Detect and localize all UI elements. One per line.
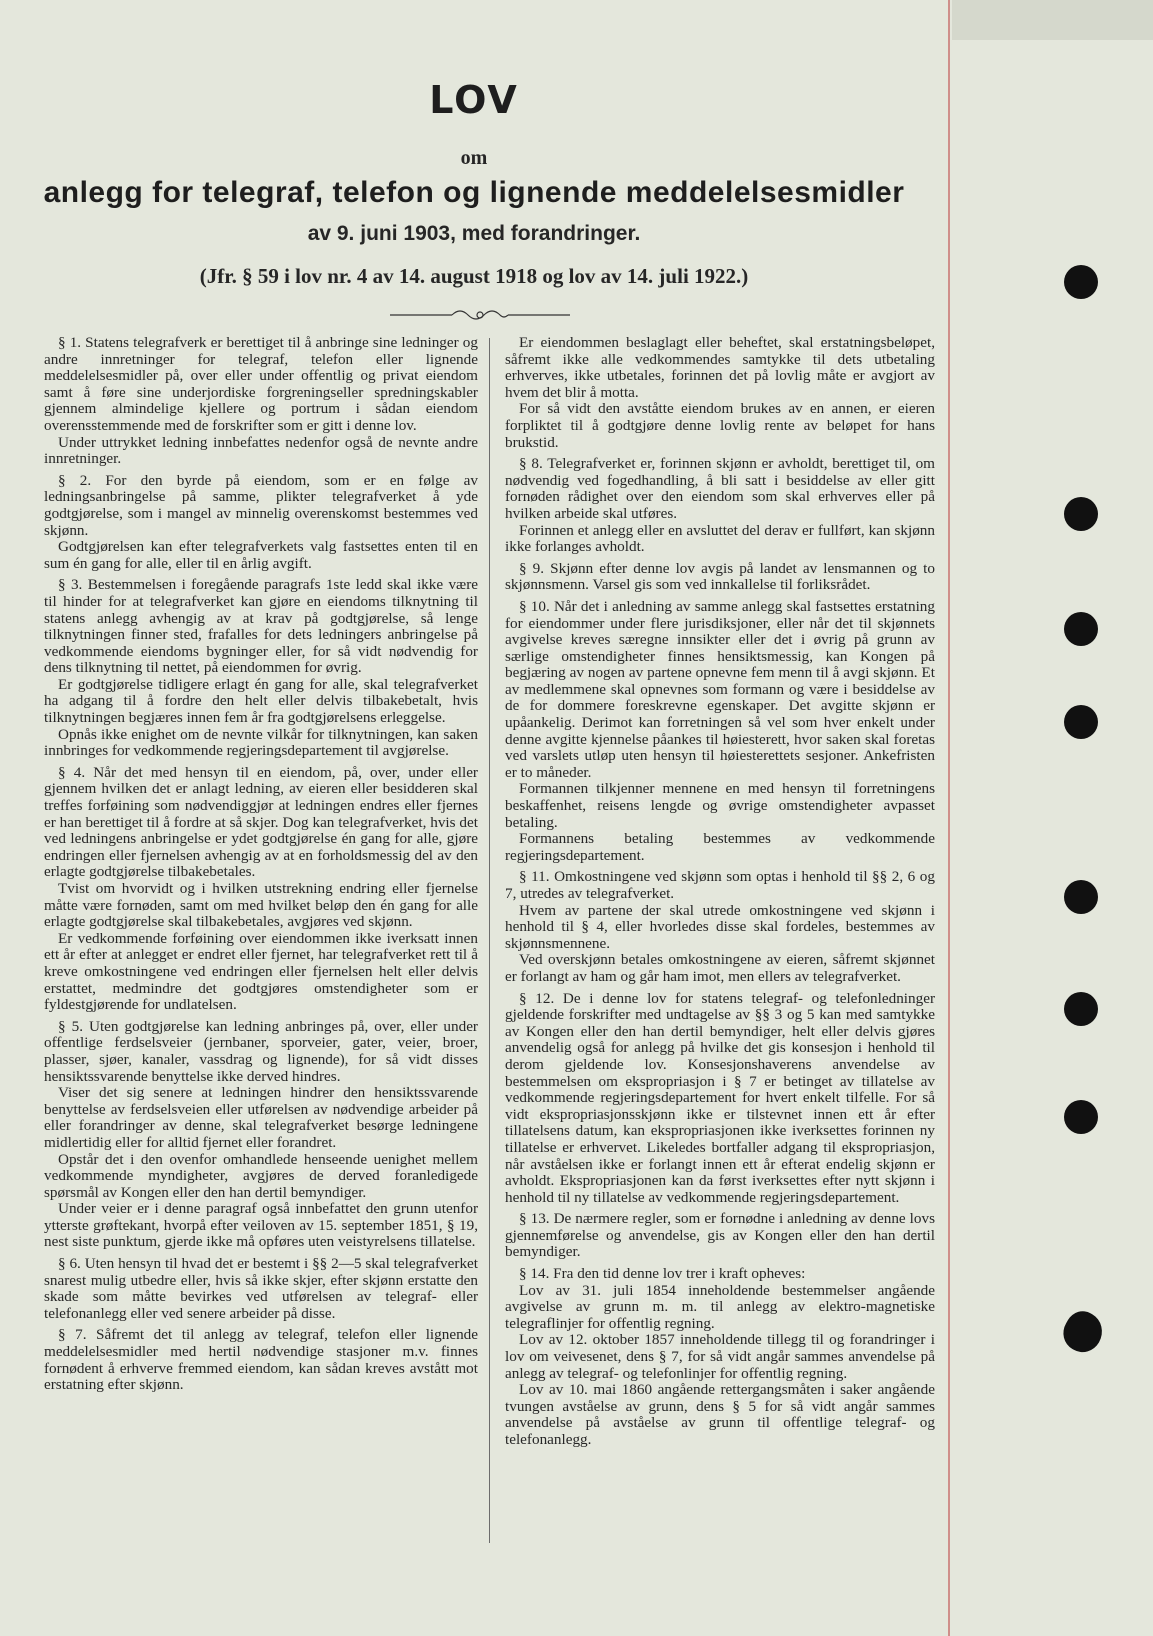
punch-hole — [1064, 612, 1098, 646]
paragraph: Formannen tilkjenner mennene en med hensyn til forretningens beskaffenhet, reisens lengde og øvrige omstendigheter avpasset betaling. — [505, 780, 935, 831]
paragraph: Lov av 12. oktober 1857 inneholdende tillegg til og forandringer i lov om veivesenet, dens § 7, for så vidt angår sammes anvendelse på anlegg av telegraf- og telefonlinjer for offentlig regning. — [505, 1331, 935, 1382]
paragraph: § 13. De nærmere regler, som er fornødne i anledning av denne lovs gjennemførelse og anvendelse, gis av Kongen eller den han dertil bemyndiger. — [505, 1210, 935, 1261]
paragraph: § 5. Uten godtgjørelse kan ledning anbringes på, over, eller under offentlige ferdselsveier (jernbaner, sporveier, gater, veier, broer, plasser, sjøer, kanaler, vassdrag og lignende), for så vidt disses hensiktssvarende benyttelse ikke derved hindres. — [44, 1017, 478, 1085]
punch-hole — [1064, 992, 1098, 1026]
paragraph: § 3. Bestemmelsen i foregående paragrafs 1ste ledd skal ikke være til hinder for at telegrafverket kan gjøre en eiendoms tilknytning til statens anlegg avhengig av at krav på godtgjørelse, så lenge tilknytningen finner sted, frafalles for dets ledningers anbringelse på vedkommende eiendoms bygninger eller, for så vidt nødvendig for dens tilknytning til nettet, på eiendommen for øvrig. — [44, 576, 478, 677]
left-column — [44, 335, 478, 1399]
punch-hole — [1064, 497, 1098, 531]
law-reference: (Jfr. § 59 i lov nr. 4 av 14. august 1918 og lov av 14. juli 1922.) — [199, 264, 749, 288]
law-title: LOV — [429, 78, 519, 122]
punch-hole — [1057, 1305, 1110, 1359]
ornament-divider — [390, 304, 570, 326]
paragraph: § 8. Telegrafverket er, forinnen skjønn er avholdt, berettiget til, om nødvendig ved fogedhandling, å bli satt i besiddelse av eller gitt fornøden rådighet over den eiendom som skal erhverves eller på hvilken arbeide skal utføres. — [505, 455, 935, 522]
paragraph: Opnås ikke enighet om de nevnte vilkår for tilknytningen, kan saken innbringes for vedkommende regjeringsdepartement til avgjørelse. — [44, 725, 478, 760]
paragraph: Er godtgjørelse tidligere erlagt én gang for alle, skal telegrafverket ha adgang til å fordre den helt eller delvis tilbakebetalt, hvis tilknytningen begjæres innen fem år fra godtgjørelsens erleggelse. — [44, 675, 478, 727]
law-subtitle: anlegg for telegraf, telefon og lignende meddelelsesmidler — [43, 176, 905, 209]
law-date: av 9. juni 1903, med forandringer. — [307, 222, 641, 245]
column-divider — [489, 338, 490, 1543]
punch-hole — [1064, 705, 1098, 739]
paragraph: Tvist om hvorvidt og i hvilken utstrekning endring eller fjernelse måtte være fornøden, samt om med hvilket beløp den én gang for alle erlagte godtgjørelse skal tilbakebetales, avgjøres ved skjønn. — [44, 880, 478, 931]
right-column — [505, 335, 935, 1454]
punch-hole — [1064, 880, 1098, 914]
paragraph: Lov av 10. mai 1860 angående rettergangsmåten i saker angående tvungen avståelse av grunn, dens § 5 for så vidt angår sammes anvendelse på avståelse av grunn til offentlige telegraf- og telefonanlegg. — [505, 1381, 935, 1448]
law-om: om — [460, 147, 488, 169]
paragraph: § 6. Uten hensyn til hvad det er bestemt i §§ 2—5 skal telegrafverket snarest mulig utbedre eller, hvis så ikke skjer, efter skjønn erstatte den skade som måtte bevirkes ved utførelsen av telegraf- eller telefonanlegg eller ved senere arbeider på disse. — [44, 1255, 478, 1322]
margin-line — [948, 0, 950, 1636]
paragraph: § 1. Statens telegrafverk er berettiget til å anbringe sine ledninger og andre innretninger for telegraf, telefon eller lignende meddelelsesmidler på, over eller under offentlig og privat eiendom samt å føre sine underjordiske forgreningseller spredningskabler gjennem almindelige kjellere og portrum i sådan eiendom overensstemmende med de forskrifter som er gitt i denne lov. — [44, 334, 478, 434]
paragraph: § 11. Omkostningene ved skjønn som optas i henhold til §§ 2, 6 og 7, utredes av telegrafverket. — [505, 868, 935, 902]
paragraph: § 14. Fra den tid denne lov trer i kraft opheves: — [519, 1265, 806, 1283]
paragraph: § 12. De i denne lov for statens telegraf- og telefonledninger gjeldende forskrifter med undtagelse av §§ 3 og 5 kan med samtykke av Kongen eller den han dertil bemyndiger, helt eller delvis gjøres anvendelig også for anlegg på hvilke det gis konsesjon i henhold til derom gjeldende lov. Konsesjonshaverens anvendelse av bestemmelsen om ekspropriasjon i § 7 er betinget av tillatelse av vedkommende regjeringsdepartement for hvert enkelt tilfelle. For så vidt ekspropriasjonsskjønn ikke er tilstevnet innen ett år efter tillatelsens datum, kan ekspropriasjonen ikke iverksettes forinnen ny tillatelse er erhvervet. Likeledes bortfaller adgang til ekspropriasjon, når avståelsen ikke er forlangt innen ett år efterat endelig skjønn er avholdt. Ekspropriasjonen kan da først iverksettes efter nytt skjønn i henhold til ny tillatelse av vedkommende regjeringsdepartement. — [505, 989, 935, 1206]
paragraph: Lov av 31. juli 1854 inneholdende bestemmelser angående avgivelse av grunn m. m. til anlegg av elektro-magnetiske telegraflinjer for offentlig regning. — [505, 1281, 935, 1332]
paragraph: Opstår det i den ovenfor omhandlede henseende uenighet mellem vedkommende myndigheter, avgjøres de derved foranledigede spørsmål av Kongen eller den han dertil bemyndiger. — [44, 1150, 478, 1201]
paragraph: Under veier er i denne paragraf også innbefattet den grunn utenfor ytterste grøftekant, hvorpå efter veiloven av 15. september 1851, § 19, nest siste punktum, gjerde ikke må opføres uten veistyrelsens tillatelse. — [44, 1200, 478, 1251]
paragraph: § 10. Når det i anledning av samme anlegg skal fastsettes erstatning for eiendommer under flere jurisdiksjoner, eller når det til skjønnets avgivelse kreves særegne innsikter eller det i øvrig på grunn av særlige omstendigheter finnes hensiktsmessig, kan Kongen på begjæring av nogen av partene opnevne fem menn til å avgi skjønn. Et av medlemmene skal opnevnes som formann og være i besiddelse av de for dommere foreskrevne egenskaper. Det avgitte skjønn er upåankelig. Derimot kan forretningen så vel som hver enkelt under denne avgitte kjennelse påankes til høiesterett, hvor saken skal foretas ved varslets utløp uten hensyn til høiesterettets sesjoner. Ankefristen er to måneder. — [505, 597, 935, 781]
paragraph: Godtgjørelsen kan efter telegrafverkets valg fastsettes enten til en sum én gang for alle, eller til en årlig avgift. — [44, 538, 478, 572]
paragraph: § 7. Såfremt det til anlegg av telegraf, telefon eller lignende meddelelsesmidler med hertil nødvendige stasjoner m.v. finnes fornødent å erhverve fremmed eiendom, kan sådan kreves avstått mot erstatning efter skjønn. — [44, 1326, 478, 1394]
paragraph: Er eiendommen beslaglagt eller beheftet, skal erstatningsbeløpet, såfremt ikke alle vedkommendes samtykke til dets utbetaling erhverves, ikke utbetales, forinnen det på lovlig måte er avgjort av hvem det blir å motta. — [505, 334, 935, 401]
paragraph: Under uttrykket ledning innbefattes nedenfor også de nevnte andre innretninger. — [44, 433, 478, 468]
faint-bleedthrough — [952, 0, 1153, 40]
paragraph: Formannens betaling bestemmes av vedkommende regjeringsdepartement. — [505, 830, 935, 864]
paragraph: For så vidt den avståtte eiendom brukes av en annen, er eieren forpliktet til å godtgjøre denne lovlig rente av beløpet for hans brukstid. — [505, 400, 935, 451]
punch-hole — [1064, 265, 1098, 299]
paragraph: § 9. Skjønn efter denne lov avgis på landet av lensmannen og to skjønnsmenn. Varsel gis som ved innkallelse til forliksrådet. — [505, 559, 935, 594]
paragraph: § 2. For den byrde på eiendom, som er en følge av ledningsanbringelse på samme, plikter telegrafverket å yde godtgjørelse, som i mangel av minnelig overenskomst bestemmes ved skjønn. — [44, 471, 478, 539]
paragraph: Er vedkommende forføining over eiendommen ikke iverksatt innen ett år efter at anlegget er endret eller fjernet, har telegrafverket rett til å kreve omkostningene ved endringen eller fjernelsen helt eller delvis erstattet, medmindre det godtgjøres omstendigheter som er fyldestgjørende for undlatelsen. — [44, 929, 478, 1014]
punch-hole — [1064, 1100, 1098, 1134]
paragraph: Ved overskjønn betales omkostningene av eieren, såfremt skjønnet er forlangt av ham og går ham imot, men ellers av telegrafverket. — [505, 951, 935, 985]
paragraph: Hvem av partene der skal utrede omkostningene ved skjønn i henhold til § 4, eller hvorledes disse skal fordeles, bestemmes av skjønnsmennene. — [505, 901, 935, 952]
paragraph: Viser det sig senere at ledningen hindrer den hensiktssvarende benyttelse av ferdselsveien eller utførelsen av nødvendige arbeider på eller forandringer av denne, skal telegrafverket besørge ledningene midlertidig eller for alltid fjernet eller forandret. — [44, 1084, 478, 1151]
paragraph: Forinnen et anlegg eller en avsluttet del derav er fullført, kan skjønn ikke forlanges avholdt. — [505, 521, 935, 556]
paragraph: § 4. Når det med hensyn til en eiendom, på, over, under eller gjennem hvilken det er anlagt ledning, av eieren eller besidderen skal treffes forføining som nødvendiggjør at ledningen endres eller fjernes er han berettiget til å fordre at så skjer. Dog kan telegrafverket, hvis det ved ledningens anbringelse er ydet godtgjørelse én gang for alle, gjøre endringen eller fjernelsen avhengig av at en forholdsmessig del av den erlagte godtgjørelse tilbakebetales. — [44, 763, 478, 881]
